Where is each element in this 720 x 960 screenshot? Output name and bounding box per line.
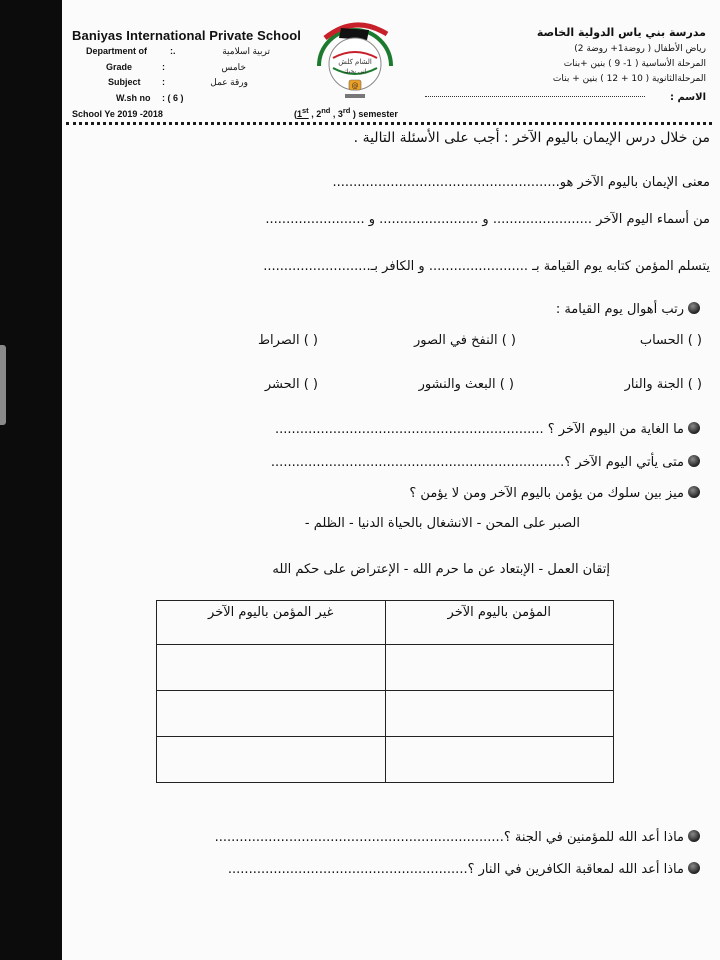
worksheet-number-row <box>116 93 266 105</box>
grade-row <box>106 62 306 74</box>
question-when-text: متى يأتي اليوم الآخر ؟....................................................................... <box>270 455 684 470</box>
bullet-icon <box>688 862 700 874</box>
option-paradise-hell[interactable]: ( ) الجنة والنار <box>624 377 702 392</box>
question-order <box>556 302 700 317</box>
table-cell[interactable] <box>157 691 386 737</box>
header-non-believer: غير المؤمن باليوم الآخر <box>157 601 386 645</box>
table-cell[interactable] <box>385 691 614 737</box>
name-label: الاسم : <box>669 92 706 103</box>
name-field[interactable] <box>425 96 645 97</box>
school-logo <box>311 18 399 104</box>
question-names[interactable]: من أسماء اليوم الآخر ........................ و ........................ و ........................ <box>265 212 710 227</box>
table-cell[interactable] <box>157 645 386 691</box>
department-row <box>86 46 306 58</box>
school-year: School Ye 2019 -2018 <box>72 109 163 119</box>
question-paradise[interactable] <box>215 830 700 845</box>
semester-selector: (1st , 2nd , 3rd ) semester <box>294 106 398 119</box>
stage-basic: المرحلة الأساسية ( 1- 9 ) بنين +بنات <box>563 59 706 69</box>
table-row <box>157 691 614 737</box>
table-row <box>157 645 614 691</box>
subject-label: Subject <box>108 77 141 87</box>
logo-text-mid: اني بحبك <box>343 68 367 75</box>
department-label: Department of <box>86 46 148 56</box>
header-believer: المؤمن باليوم الآخر <box>385 601 614 645</box>
question-order-text: رتب أهوال يوم القيامة : <box>555 302 684 317</box>
question-when[interactable] <box>271 455 700 470</box>
svg-text:@: @ <box>351 82 359 90</box>
option-reckoning[interactable]: ( ) الحساب <box>639 333 702 348</box>
option-gathering[interactable]: ( ) الحشر <box>264 377 318 392</box>
grade-label: Grade <box>106 62 133 72</box>
bullet-icon <box>688 830 700 842</box>
logo-text-top: الشام كلش <box>338 58 372 66</box>
intro-instruction: من خلال درس الإيمان باليوم الآخر : أجب على الأسئلة التالية . <box>353 130 710 146</box>
table-cell[interactable] <box>385 737 614 783</box>
grade-value: خامس <box>221 62 246 72</box>
question-book[interactable]: يتسلم المؤمن كتابه يوم القيامة بـ ........................ و الكافر بـ.......................... <box>263 259 710 274</box>
behaviors-list-1: الصبر على المحن - الانشغال بالحياة الدنيا - الظلم - <box>304 516 580 531</box>
option-bridge[interactable]: ( ) الصراط <box>257 333 318 348</box>
department-colon: :. <box>170 46 176 56</box>
worksheet-number-value: : ( 6 ) <box>162 93 184 103</box>
table-header-row <box>157 601 614 645</box>
table-row <box>157 737 614 783</box>
bullet-icon <box>688 486 700 498</box>
subject-row <box>108 77 308 89</box>
department-value: تربية اسلامية <box>222 46 270 56</box>
worksheet-number-label: W.sh no <box>116 93 151 103</box>
bullet-icon <box>688 455 700 467</box>
subject-value: ورقة عمل <box>210 77 248 87</box>
question-distinguish <box>409 486 700 501</box>
question-paradise-text: ماذا أعد الله للمؤمنين في الجنة ؟...................................................................... <box>214 830 684 845</box>
bullet-icon <box>688 422 700 434</box>
grade-colon: : <box>162 62 165 72</box>
table-cell[interactable] <box>385 645 614 691</box>
scroll-handle[interactable] <box>0 345 6 425</box>
question-meaning[interactable]: معنى الإيمان باليوم الآخر هو....................................................... <box>332 175 710 190</box>
bullet-icon <box>688 302 700 314</box>
stage-secondary: المرحلةالثانوية ( 10 + 12 ) بنين + بنات <box>552 74 706 84</box>
sorting-table <box>156 600 614 783</box>
question-distinguish-text: ميز بين سلوك من يؤمن باليوم الآخر ومن لا يؤمن ؟ <box>409 486 684 501</box>
subject-colon: : <box>162 77 165 87</box>
question-hell[interactable] <box>228 862 700 877</box>
option-resurrection[interactable]: ( ) البعث والنشور <box>418 377 514 392</box>
left-dark-margin <box>0 0 62 960</box>
question-purpose-text: ما الغاية من اليوم الآخر ؟ ................................................................. <box>275 422 684 437</box>
worksheet-page <box>62 0 720 960</box>
school-name-arabic: مدرسة بني ياس الدولية الخاصة <box>536 26 706 39</box>
question-hell-text: ماذا أعد الله لمعاقبة الكافرين في النار ؟.......................................................... <box>227 862 684 877</box>
behaviors-list-2: إتقان العمل - الإبتعاد عن ما حرم الله - الإعتراض على حكم الله <box>272 562 610 577</box>
question-purpose[interactable] <box>275 422 700 437</box>
table-cell[interactable] <box>157 737 386 783</box>
stage-kindergarten: رياض الأطفال ( روضة1+ روضة 2) <box>574 44 706 54</box>
header-separator <box>66 122 712 126</box>
school-name-english: Baniyas International Private School <box>72 28 301 43</box>
option-trumpet[interactable]: ( ) النفخ في الصور <box>413 333 516 348</box>
